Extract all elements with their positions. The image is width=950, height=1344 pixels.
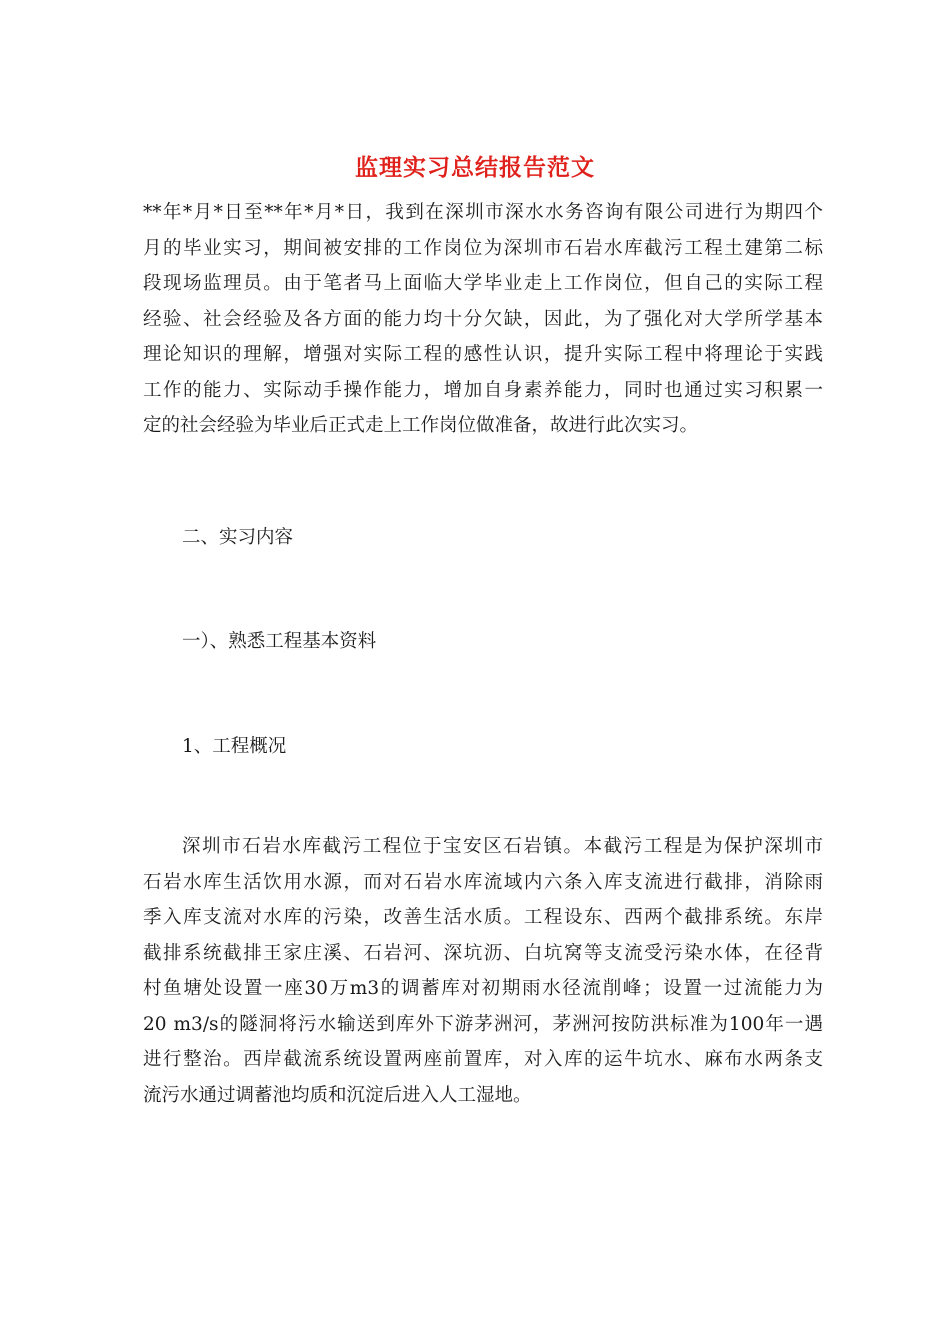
paragraph-line: 流污水通过调蓄池均质和沉淀后进入人工湿地。 bbox=[143, 1084, 532, 1106]
item-heading: 1、工程概况 bbox=[182, 736, 287, 757]
paragraph-line: 季入库支流对水库的污染，改善生活水质。工程设东、西两个截排系统。东岸 bbox=[143, 907, 823, 928]
paragraph-line: **年*月*日至**年*月*日，我到在深圳市深水水务咨询有限公司进行为期四个 bbox=[143, 202, 823, 223]
paragraph-line: 月的毕业实习，期间被安排的工作岗位为深圳市石岩水库截污工程土建第二标 bbox=[143, 237, 823, 259]
paragraph-line: 经验、社会经验及各方面的能力均十分欠缺，因此，为了强化对大学所学基本 bbox=[143, 308, 823, 330]
intro-paragraph bbox=[143, 195, 823, 444]
paragraph-line: 20 m3/s的隧洞将污水输送到库外下游茅洲河，茅洲河按防洪标准为100年一遇 bbox=[143, 1013, 823, 1035]
paragraph-line: 段现场监理员。由于笔者马上面临大学毕业走上工作岗位，但自己的实际工程 bbox=[143, 273, 823, 294]
document-title: 监理实习总结报告范文 bbox=[355, 154, 595, 181]
paragraph-line: 定的社会经验为毕业后正式走上工作岗位做准备，故进行此次实习。 bbox=[143, 415, 699, 436]
paragraph-line: 理论知识的理解，增强对实际工程的感性认识，提升实际工程中将理论于实践 bbox=[143, 344, 823, 365]
subsection-heading: 一）、熟悉工程基本资料 bbox=[182, 631, 377, 652]
paragraph-line: 深圳市石岩水库截污工程位于宝安区石岩镇。本截污工程是为保护深圳市 bbox=[182, 836, 823, 857]
paragraph-line: 工作的能力、实际动手操作能力，增加自身素养能力，同时也通过实习积累一 bbox=[143, 379, 823, 401]
section-heading: 二、实习内容 bbox=[182, 527, 294, 548]
paragraph-line: 石岩水库生活饮用水源，而对石岩水库流域内六条入库支流进行截排，消除雨 bbox=[143, 871, 823, 893]
paragraph-line: 进行整治。西岸截流系统设置两座前置库，对入库的运牛坑水、麻布水两条支 bbox=[143, 1049, 823, 1070]
paragraph-line: 村鱼塘处设置一座30万m3的调蓄库对初期雨水径流削峰；设置一过流能力为 bbox=[143, 978, 823, 999]
overview-paragraph bbox=[143, 829, 823, 1113]
paragraph-line: 截排系统截排王家庄溪、石岩河、深坑沥、白坑窝等支流受污染水体，在径背 bbox=[143, 942, 823, 964]
